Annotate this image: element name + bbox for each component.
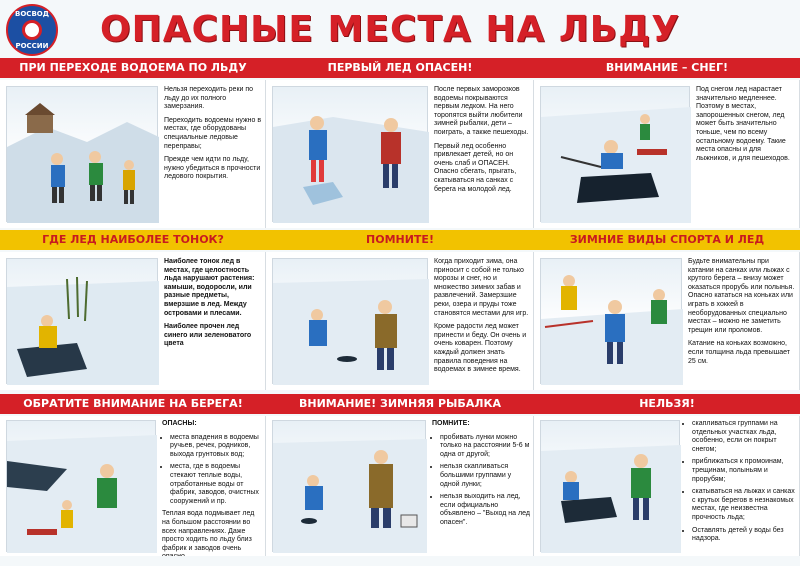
banks-lead: ОПАСНЫ: — [162, 420, 197, 427]
row2-band — [0, 230, 800, 250]
forbidden-list-item: • приближаться к промоинам, трещинам, полыньям и прорубям; — [692, 458, 796, 484]
heading-fishing: ВНИМАНИЕ! ЗИМНЯЯ РЫБАЛКА — [299, 397, 501, 410]
text-forbidden — [684, 420, 796, 554]
forbidden-list-item: • Оставлять детей у воды без надзора. — [692, 527, 796, 544]
crossing-scene — [7, 87, 159, 223]
remember-paragraph: Кроме радости лед может принести и беду. Он очень и очень коварен. Поэтому каждый должен знать правила поведения на водоемах в зимнее время. — [434, 323, 527, 374]
first-ice-paragraph: Первый лед особенно привлекает детей, но он очень слаб и ОПАСЕН. Опасно сбегать, прыгать, скатываться на санках с берега на молодой лед. — [434, 142, 517, 193]
illustration-snow — [540, 86, 690, 222]
text-remember — [434, 258, 530, 386]
heading-crossing: ПРИ ПЕРЕХОДЕ ВОДОЕМА ПО ЛЬДУ — [19, 61, 247, 74]
panel-winter-sports — [534, 252, 800, 390]
text-snow — [696, 86, 796, 224]
illustration-first-ice — [272, 86, 428, 222]
text-fishing — [432, 420, 530, 554]
poster-title: ОПАСНЫЕ МЕСТА НА ЛЬДУ — [99, 9, 681, 50]
footer-strip — [0, 556, 800, 566]
snow-scene — [541, 87, 691, 223]
first-ice-scene — [273, 87, 429, 223]
logo-top-text: ВОСВОД — [15, 10, 49, 18]
banks-paragraph: Теплая вода подмывает лед на большом расстоянии во всех направлениях. Даже просто ходить по льду близ фабрик и заводов очень — [162, 510, 255, 552]
fishing-list-item: • пробивать лунки можно только на расстоянии 5-6 м одна от другой; — [440, 434, 530, 460]
thin-ice-paragraph: Наиболее тонок лед в местах, где целостность льда нарушают растения: камыши, водоросли, или разные предметы, вмерзшие в лед. Между островами и плесами. — [164, 258, 255, 317]
crossing-paragraph: Прежде чем идти по льду, нужно убедиться в прочности ледового покрытия. — [164, 156, 261, 181]
fishing-list-item: • нельзя скапливаться большими группами у одной лунки; — [440, 463, 530, 489]
illustration-winter-sports — [540, 258, 682, 384]
banks-list-item: • места впадения в водоемы ручьев, речек, родников, выхода грунтовых вод; — [170, 434, 262, 460]
text-banks — [162, 420, 262, 554]
lifebuoy-icon — [22, 20, 42, 40]
fishing-lead: ПОМНИТЕ: — [432, 420, 470, 427]
winter-sports-paragraph: Катание на коньках возможно, если толщина льда превышает 25 см. — [688, 340, 791, 365]
panel-first-ice — [266, 80, 534, 228]
forbidden-list-item: • скапливаться группами на отдельных участках льда, особенно, если он покрыт снегом; — [692, 420, 796, 454]
winter-sports-paragraph: Будьте внимательны при катании на санках или лыжах с крутого берега – внизу может оказаться прорубь или полынья. Опасно кататься на коньках или играть в хоккей в необорудованных специально местах – можно не заметить трещин или проломов. — [688, 258, 795, 334]
heading-remember: ПОМНИТЕ! — [366, 233, 434, 246]
crossing-paragraph: Нельзя переходить реки по льду до их полного замерзания. — [164, 86, 254, 111]
panel-crossing — [0, 80, 266, 228]
thin-ice-paragraph: Наиболее прочен лед синего или зеленоватого цвета — [164, 323, 252, 348]
panel-thin-ice — [0, 252, 266, 390]
text-first-ice — [434, 86, 530, 224]
banks-scene — [7, 421, 157, 553]
remember-paragraph: Когда приходит зима, она приносит с собой не только морозы и снег, но и множество зимних забав и развлечений. Замерзшие реки, озера и пруды тоже становятся местами для игр. — [434, 258, 529, 317]
text-crossing — [164, 86, 262, 224]
panel-banks — [0, 416, 266, 556]
crossing-paragraph: Переходить водоемы нужно в местах, где оборудованы специальные ледовые переправы; — [164, 116, 262, 150]
logo-bottom-text: РОССИИ — [15, 42, 49, 50]
remember-scene — [273, 259, 429, 385]
fishing-list-item: • нельзя выходить на лед, если официально объявлено – "Выход на лед опасен". — [440, 493, 530, 527]
forbidden-list — [684, 420, 796, 544]
row3-band — [0, 394, 800, 414]
fishing-scene — [273, 421, 427, 553]
fishing-list — [432, 434, 530, 528]
winter-sports-scene — [541, 259, 683, 385]
panel-snow — [534, 80, 800, 228]
panel-forbidden — [534, 416, 800, 556]
illustration-forbidden — [540, 420, 680, 552]
heading-winter-sports: ЗИМНИЕ ВИДЫ СПОРТА И ЛЕД — [569, 233, 765, 246]
panel-remember — [266, 252, 534, 390]
heading-thin-ice: ГДЕ ЛЕД НАИБОЛЕЕ ТОНОК? — [42, 233, 224, 246]
row1-band — [0, 58, 800, 78]
panel-fishing — [266, 416, 534, 556]
heading-first-ice: ПЕРВЫЙ ЛЕД ОПАСЕН! — [327, 61, 473, 74]
text-thin-ice — [164, 258, 262, 386]
snow-paragraph: Под снегом лед нарастает значительно медленнее. Поэтому в местах, запорошенных снегом, лед может быть значительно тоньше, чем по всему остальному водоему. Такие места опасны и для лыжников, и для пешеходов. — [696, 86, 790, 162]
illustration-fishing — [272, 420, 426, 552]
banks-list — [162, 434, 262, 507]
first-ice-paragraph: После первых заморозков водоемы покрываются первым ледком. На него торопятся выйти любители зимней рыбалки, дети – поиграть, а также пешеходы. — [434, 86, 529, 136]
banks-list-item: • места, где в водоемы стекают теплые воды, отработанные воды от фабрик, заводов, очистных сооружений и пр. — [170, 463, 262, 506]
forbidden-scene — [541, 421, 681, 553]
vosvod-logo — [6, 4, 58, 56]
heading-snow: ВНИМАНИЕ – СНЕГ! — [605, 61, 729, 74]
illustration-thin-ice — [6, 258, 158, 384]
heading-forbidden: НЕЛЬЗЯ! — [639, 397, 695, 410]
illustration-banks — [6, 420, 156, 552]
heading-banks: ОБРАТИТЕ ВНИМАНИЕ НА БЕРЕГА! — [23, 397, 243, 410]
text-winter-sports — [688, 258, 796, 386]
thin-ice-scene — [7, 259, 159, 385]
illustration-remember — [272, 258, 428, 384]
forbidden-list-item: • скатываться на лыжах и санках с крутых берегов в незнакомых местах, где неизвестна прочность льда; — [692, 488, 796, 522]
illustration-children-crossing — [6, 86, 158, 222]
